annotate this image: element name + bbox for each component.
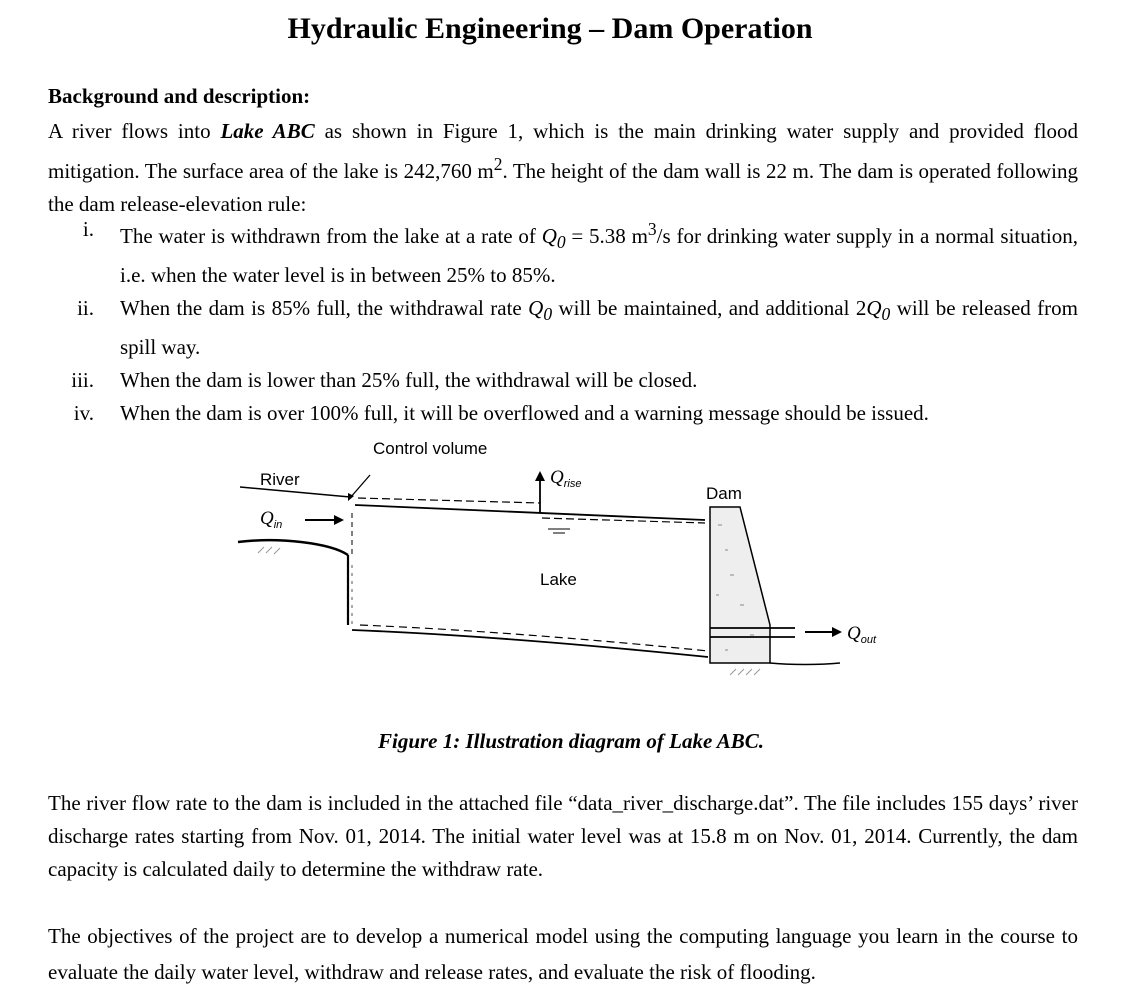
rule-variable: Q [541, 224, 557, 248]
q-rise-label: $Q_{rise}$ [550, 467, 582, 490]
rule-text: When the dam is 85% full, the withdrawal rate [120, 296, 529, 321]
rule-text: The water is withdrawn from the lake at a rate of [120, 224, 542, 248]
q-in-label: $Q_{in}$ [260, 508, 283, 531]
rule-subscript: 0 [556, 232, 566, 253]
water-surface [355, 505, 705, 520]
intro-text-2: as shown in Figure 1, which is the main drinking water supply and provided flood mitigation. The surface area of the lake is 242,760 m [48, 119, 1079, 183]
rule-number: ii. [77, 296, 94, 321]
q-out-label: $Q_{out}$ [847, 623, 877, 646]
rule-variable: Q [866, 296, 882, 321]
control-volume-pointer [350, 475, 370, 498]
background-heading: Background and description: [48, 84, 311, 108]
rule-number: iv. [73, 401, 94, 426]
intro-text-3: . The height of the dam wall is 22 m. The dam is operated following the dam release-elevation rule: [48, 159, 1078, 216]
intro-paragraph [48, 115, 1078, 221]
lake-bed [352, 630, 708, 657]
control-volume-top [358, 498, 540, 503]
rule-text: When the dam is over 100% full, it will be overflowed and a warning message should be issued. [120, 401, 929, 426]
lake-name: Lake ABC [220, 119, 315, 143]
rule-text: /s for drinking water supply in a normal situation, i.e. when the water level is in between 25% to 85%. [120, 224, 1078, 288]
intro-superscript: 2 [493, 154, 503, 174]
objectives-paragraph: The objectives of the project are to develop a numerical model using the computing language you learn in the course to evaluate the daily water level, withdraw and release rates, and evaluate the risk of flooding. [48, 924, 1078, 984]
ground-hatch [258, 547, 280, 554]
document-title: Hydraulic Engineering – Dam Operation [287, 12, 813, 45]
lake-diagram [230, 425, 930, 705]
rule-text: will be maintained, and additional 2 [552, 296, 867, 321]
dam-wall [710, 507, 770, 663]
rule-subscript: 0 [881, 304, 891, 325]
dam-label: Dam [706, 484, 742, 503]
ground-hatch [730, 669, 760, 675]
control-volume-label: Control volume [373, 439, 488, 458]
rule-text: will be released from spill way. [120, 296, 1079, 360]
arrow-head-icon [832, 627, 842, 637]
downstream-ground [770, 663, 840, 665]
rule-subscript: 0 [543, 304, 553, 325]
rule-number: iii. [71, 368, 94, 393]
dam-rule-list [48, 213, 1078, 430]
discharge-paragraph: The river flow rate to the dam is included in the attached file “data_river_discharge.dat”. The file includes 155 days’ river discharge rates starting from Nov. 01, 2014. The initial water level was at 15.8 m on Nov. 01, 2014. Currently, the dam capacity is calculated daily to determine the withdraw rate. [48, 791, 1078, 881]
intro-text-1: A river flows into [48, 119, 221, 143]
arrow-head-icon [535, 471, 545, 481]
rule-variable: Q [528, 296, 544, 321]
rule-number: i. [82, 217, 94, 241]
lake-label: Lake [540, 570, 577, 589]
rule-item [48, 292, 1078, 364]
rule-text: When the dam is lower than 25% full, the withdrawal will be closed. [120, 368, 698, 393]
river-bed [238, 540, 348, 555]
river-label: River [260, 470, 300, 489]
arrow-head-icon [334, 515, 344, 525]
figure-caption: Figure 1: Illustration diagram of Lake ABC. [377, 729, 765, 753]
rule-text: = 5.38 m [565, 224, 648, 248]
rule-item [48, 213, 1078, 292]
control-volume-bottom [360, 625, 708, 651]
rule-superscript: 3 [647, 219, 657, 239]
rule-item [48, 364, 1078, 397]
